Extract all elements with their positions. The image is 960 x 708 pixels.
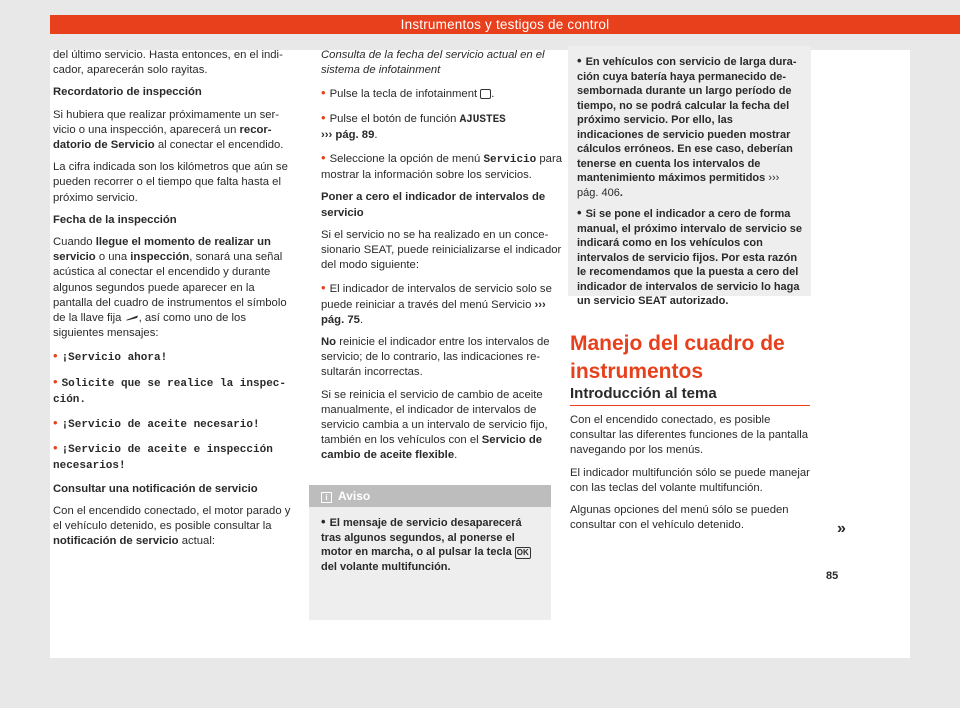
heading-recordatorio: Recordatorio de inspección	[53, 86, 202, 99]
step-item	[321, 150, 563, 183]
text: actual:	[178, 535, 215, 548]
message-text: Solicite que se realice la inspección.	[53, 377, 287, 406]
text: .	[454, 449, 458, 462]
text: El indicador de intervalos de servicio solo se puede reiniciar a través del menú Servicio	[321, 283, 552, 311]
page-header: Instrumentos y testigos de control	[50, 15, 960, 34]
message-item	[53, 348, 296, 366]
text: , así como uno de los siguientes mensajes:	[53, 312, 246, 340]
message-text: ¡Servicio de aceite e inspección necesarios!	[53, 444, 273, 473]
text: del volante multifunción.	[321, 560, 451, 573]
bullet-icon: •	[321, 280, 326, 296]
text: El mensaje de servicio desaparecerá tras algunos segundos, al ponerse el motor en marcha, o al pulsar la tecla	[321, 517, 522, 558]
paragraph	[321, 335, 563, 381]
bullet-icon: •	[321, 85, 326, 101]
heading-consultar: Consultar una notificación de servicio	[53, 482, 258, 495]
text: o una	[95, 251, 131, 264]
page-reference-link[interactable]: ››› pág. 406	[577, 172, 780, 199]
bullet-icon: •	[321, 150, 326, 166]
text-bold: recordatorio de Servicio	[53, 123, 272, 152]
paragraph	[53, 504, 296, 550]
paragraph	[53, 235, 296, 341]
step-item	[321, 85, 563, 102]
step-item: • El indicador de intervalos de servicio solo se puede reiniciar a través del menú Servicio ››› pág. 75.	[321, 280, 552, 326]
paragraph: La cifra indicada son los kilómetros que aún se pueden recorrer o el tiempo que falta hasta el próximo servicio.	[53, 161, 288, 204]
notice-header	[309, 485, 551, 507]
ok-key-icon: OK	[516, 548, 529, 557]
text: Si hubiera que realizar próximamente un servicio o una inspección, aparecerá un	[53, 108, 280, 136]
column-2	[321, 48, 563, 471]
text: Seleccione la opción de menú	[329, 153, 484, 166]
subsection-title: Introducción al tema	[570, 385, 717, 402]
text: para mostrar la información sobre los servicios.	[321, 153, 562, 182]
bullet-icon: •	[53, 415, 58, 431]
infotainment-key-icon	[480, 89, 491, 99]
text: Cuando	[53, 236, 96, 249]
heading-consulta-fecha: Consulta de la fecha del servicio actual en el sistema de infotainment	[321, 49, 545, 77]
bullet-icon: •	[53, 440, 58, 456]
text: Pulse el botón de función	[329, 112, 460, 125]
text: .	[491, 88, 495, 101]
bullet-icon: •	[321, 109, 326, 125]
text-bold: llegue el momento de realizar un servicio	[53, 236, 271, 264]
paragraph	[53, 108, 296, 154]
bullet-icon: •	[577, 205, 582, 220]
message-item	[53, 440, 296, 474]
heading-poner-cero: Poner a cero el indicador de intervalos de servicio	[321, 191, 546, 219]
text-bold: Servicio de cambio de aceite flexible	[321, 434, 543, 462]
notice-title: Aviso	[338, 489, 371, 503]
paragraph: Con el encendido conectado, es posible consultar las diferentes funciones de la pantalla navegando por los menús.	[570, 414, 809, 457]
text: Con el encendido conectado, el motor parado y el vehículo detenido, es posible consultar la	[53, 504, 291, 533]
text: al conectar el encendido.	[154, 139, 284, 152]
notice-box	[309, 485, 551, 620]
intro-text	[570, 413, 810, 540]
column-1	[53, 48, 296, 556]
page-reference-link[interactable]: ››› pág. 89	[321, 128, 375, 141]
message-text: ¡Servicio ahora!	[61, 352, 168, 365]
paragraph: Algunas opciones del menú sólo se pueden consultar con el vehículo detenido.	[570, 504, 789, 532]
text: reinicie el indicador entre los intervalos de servicio; de lo contrario, las indicaciones resultarán incorrectas.	[321, 336, 550, 379]
message-item	[53, 415, 296, 433]
message-text: ¡Servicio de aceite necesario!	[61, 419, 260, 432]
paragraph: El indicador multifunción sólo se puede manejar con las teclas del volante multifunción.	[570, 466, 810, 494]
bullet-icon: •	[53, 348, 58, 364]
note-item	[577, 206, 802, 309]
continue-icon: »	[837, 520, 846, 537]
bullet-icon: •	[577, 53, 582, 68]
menu-option-text: Servicio	[483, 154, 537, 167]
message-item	[53, 374, 296, 408]
text: Si se reinicia el servicio de cambio de aceite manualmente, el indicador de intervalos de servicio cambia a un intervalo de servicio fijo, también en los vehículos con el	[321, 388, 548, 447]
divider	[570, 405, 810, 406]
note-item: • En vehículos con servicio de larga duración cuya batería haya permanecido desembornada durante un largo período de tiempo, no se podrá calcular la fecha del próximo servicio. Por ello, las indicaciones de servicio pueden mostrar cálculos erróneos. En ese caso, deberían tenerse en cuenta los intervalos de mantenimiento máximos permitidos ››› pág. 406.	[577, 53, 797, 199]
bullet-icon: •	[53, 373, 58, 389]
bullet-icon: •	[321, 514, 326, 529]
text-bold: No	[321, 336, 337, 349]
notice-body	[309, 507, 551, 574]
paragraph: Si el servicio no se ha realizado en un concesionario SEAT, puede reinicializarse el indicador del modo siguiente:	[321, 228, 562, 272]
text: Pulse la tecla de infotainment	[329, 88, 481, 101]
section-title: Manejo del cuadro de instrumentos	[570, 332, 785, 383]
step-item: • Pulse el botón de función AJUSTES ››› pág. 89.	[321, 109, 506, 141]
page-number: 85	[826, 570, 839, 582]
text: Si se pone el indicador a cero de forma manual, el próximo intervalo de servicio se indicará como en los vehículos con intervalos de servicio fijos. Por esta razón le recomendamos que la puesta a cero del indicador de intervalos de servicio lo haga un servicio SEAT autorizado.	[577, 208, 802, 307]
function-button-text: AJUSTES	[459, 113, 506, 126]
info-icon: i	[321, 492, 332, 503]
text-bold: notificación de servicio	[53, 535, 179, 548]
heading-fecha: Fecha de la inspección	[53, 213, 177, 226]
wrench-icon	[125, 315, 139, 321]
page-reference-link[interactable]: ››› pág. 75	[321, 298, 546, 326]
paragraph	[321, 388, 563, 464]
paragraph: del último servicio. Hasta entonces, en el indicador, aparecerán solo rayitas.	[53, 49, 283, 77]
text: En vehículos con servicio de larga duración cuya batería haya permanecido desembornada durante un largo período de tiempo, no se podrá calcular la fecha del próximo servicio. Por ello, las indicaciones de servicio pueden mostrar cálculos erróneos. En ese caso, deberían tenerse en cuenta los intervalos de mantenimiento máximos permitidos	[577, 56, 797, 184]
text-bold: inspección	[130, 251, 190, 264]
notes-box	[568, 46, 811, 307]
text: , sonará una señal acústica al conectar el encendido y durante algunos segundos puede aparecer en la pantalla del cuadro de instrumentos el símbolo de la llave fija	[53, 251, 287, 325]
